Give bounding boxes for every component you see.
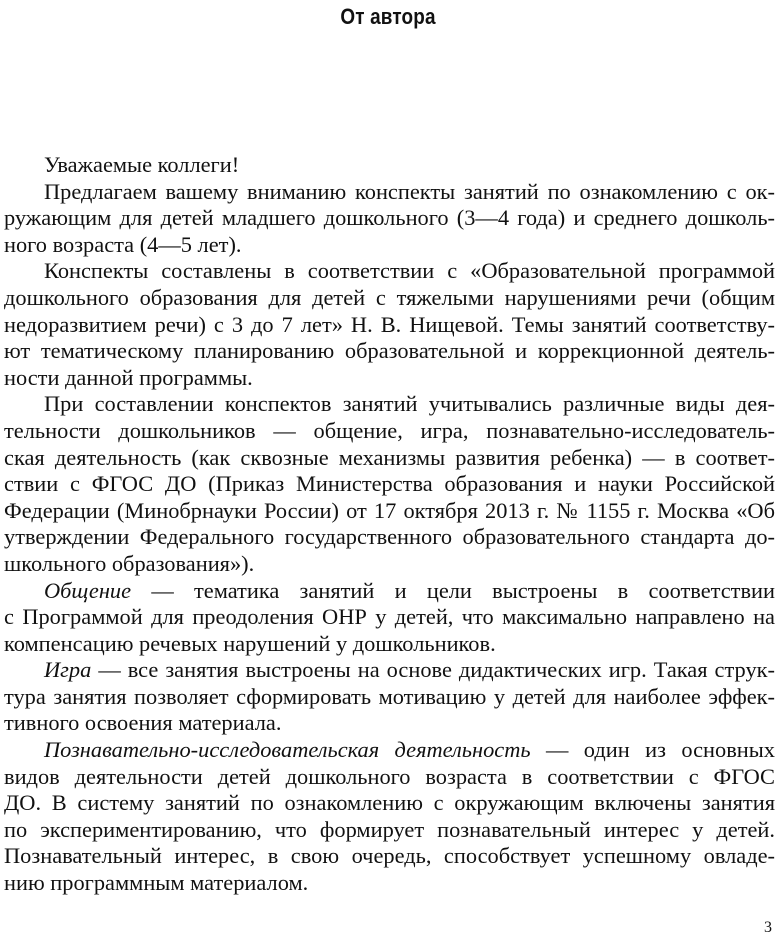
body-text [4, 152, 775, 897]
text-line: тура занятия позволяет сформировать мотивацию у детей для наиболее эффек- [4, 683, 775, 709]
text-line [4, 657, 775, 684]
text-line: с Программой для преодоления ОНР у детей, что максимально направлено на [4, 604, 775, 630]
text-line: видов деятельности детей дошкольного возраста в соответствии с ФГОС [4, 763, 775, 789]
text-line: ствии с ФГОС ДО (Приказ Министерства образования и науки Российской [4, 471, 775, 497]
text-line [4, 737, 775, 764]
text-line: недоразвитием речи) с 3 до 7 лет» Н. В. Нищевой. Темы занятий соответству- [4, 311, 775, 337]
text-line: тельности дошкольников — общение, игра, познавательно-исследователь- [4, 417, 775, 443]
text-line: ности данной программы. [4, 364, 253, 390]
text-line: Уважаемые коллеги! [44, 152, 240, 177]
text-fragment: — тематика занятий и цели выстроены в соответствии [151, 577, 775, 603]
page-title: От автора [340, 4, 436, 29]
text-line: ружающим для детей младшего дошкольного (3—4 года) и среднего дошколь- [4, 205, 775, 231]
text-line: Познавательный интерес, в свою очередь, способствует успешному овладе- [4, 843, 775, 869]
text-line: Предлагаем вашему вниманию конспекты занятий по ознакомлению с ок- [44, 178, 775, 204]
text-line: по экспериментированию, что формирует познавательный интерес у детей. [4, 816, 775, 842]
text-line: ют тематическому планированию образовательной и коррекционной деятель- [4, 338, 775, 364]
text-fragment: — все занятия выстроены на основе дидактических игр. Такая струк- [98, 657, 775, 683]
emphasis-igra: Игра [44, 657, 92, 683]
text-line [4, 578, 775, 605]
text-line: тивного освоения материала. [4, 710, 282, 736]
text-line: утверждении Федерального государственного образовательного стандарта до- [4, 524, 775, 550]
page-number: 3 [764, 919, 772, 936]
text-line: компенсацию речевых нарушений у дошкольников. [4, 630, 496, 656]
text-line: При составлении конспектов занятий учитывались различные виды дея- [44, 391, 775, 417]
text-line: Федерации (Минобрнауки России) от 17 октября 2013 г. № 1155 г. Москва «Об [4, 497, 775, 523]
text-line: ДО. В систему занятий по ознакомлению с окружающим включены занятия [4, 790, 775, 816]
text-line: ного возраста (4—5 лет). [4, 231, 242, 257]
text-fragment: — один из основных [546, 737, 775, 763]
emphasis-poznavatelnaya: Познавательно-исследовательская деятельность [44, 737, 531, 763]
text-line: нию программным материалом. [4, 870, 309, 896]
text-line: дошкольного образования для детей с тяжелыми нарушениями речи (общим [4, 284, 775, 310]
text-line: Конспекты составлены в соответствии с «Образовательной программой [44, 258, 775, 284]
emphasis-obshchenie: Общение [44, 577, 132, 603]
text-line: школьного образования»). [4, 550, 255, 576]
text-line: ская деятельность (как сквозные механизмы развития ребенка) — в соответ- [4, 444, 775, 470]
